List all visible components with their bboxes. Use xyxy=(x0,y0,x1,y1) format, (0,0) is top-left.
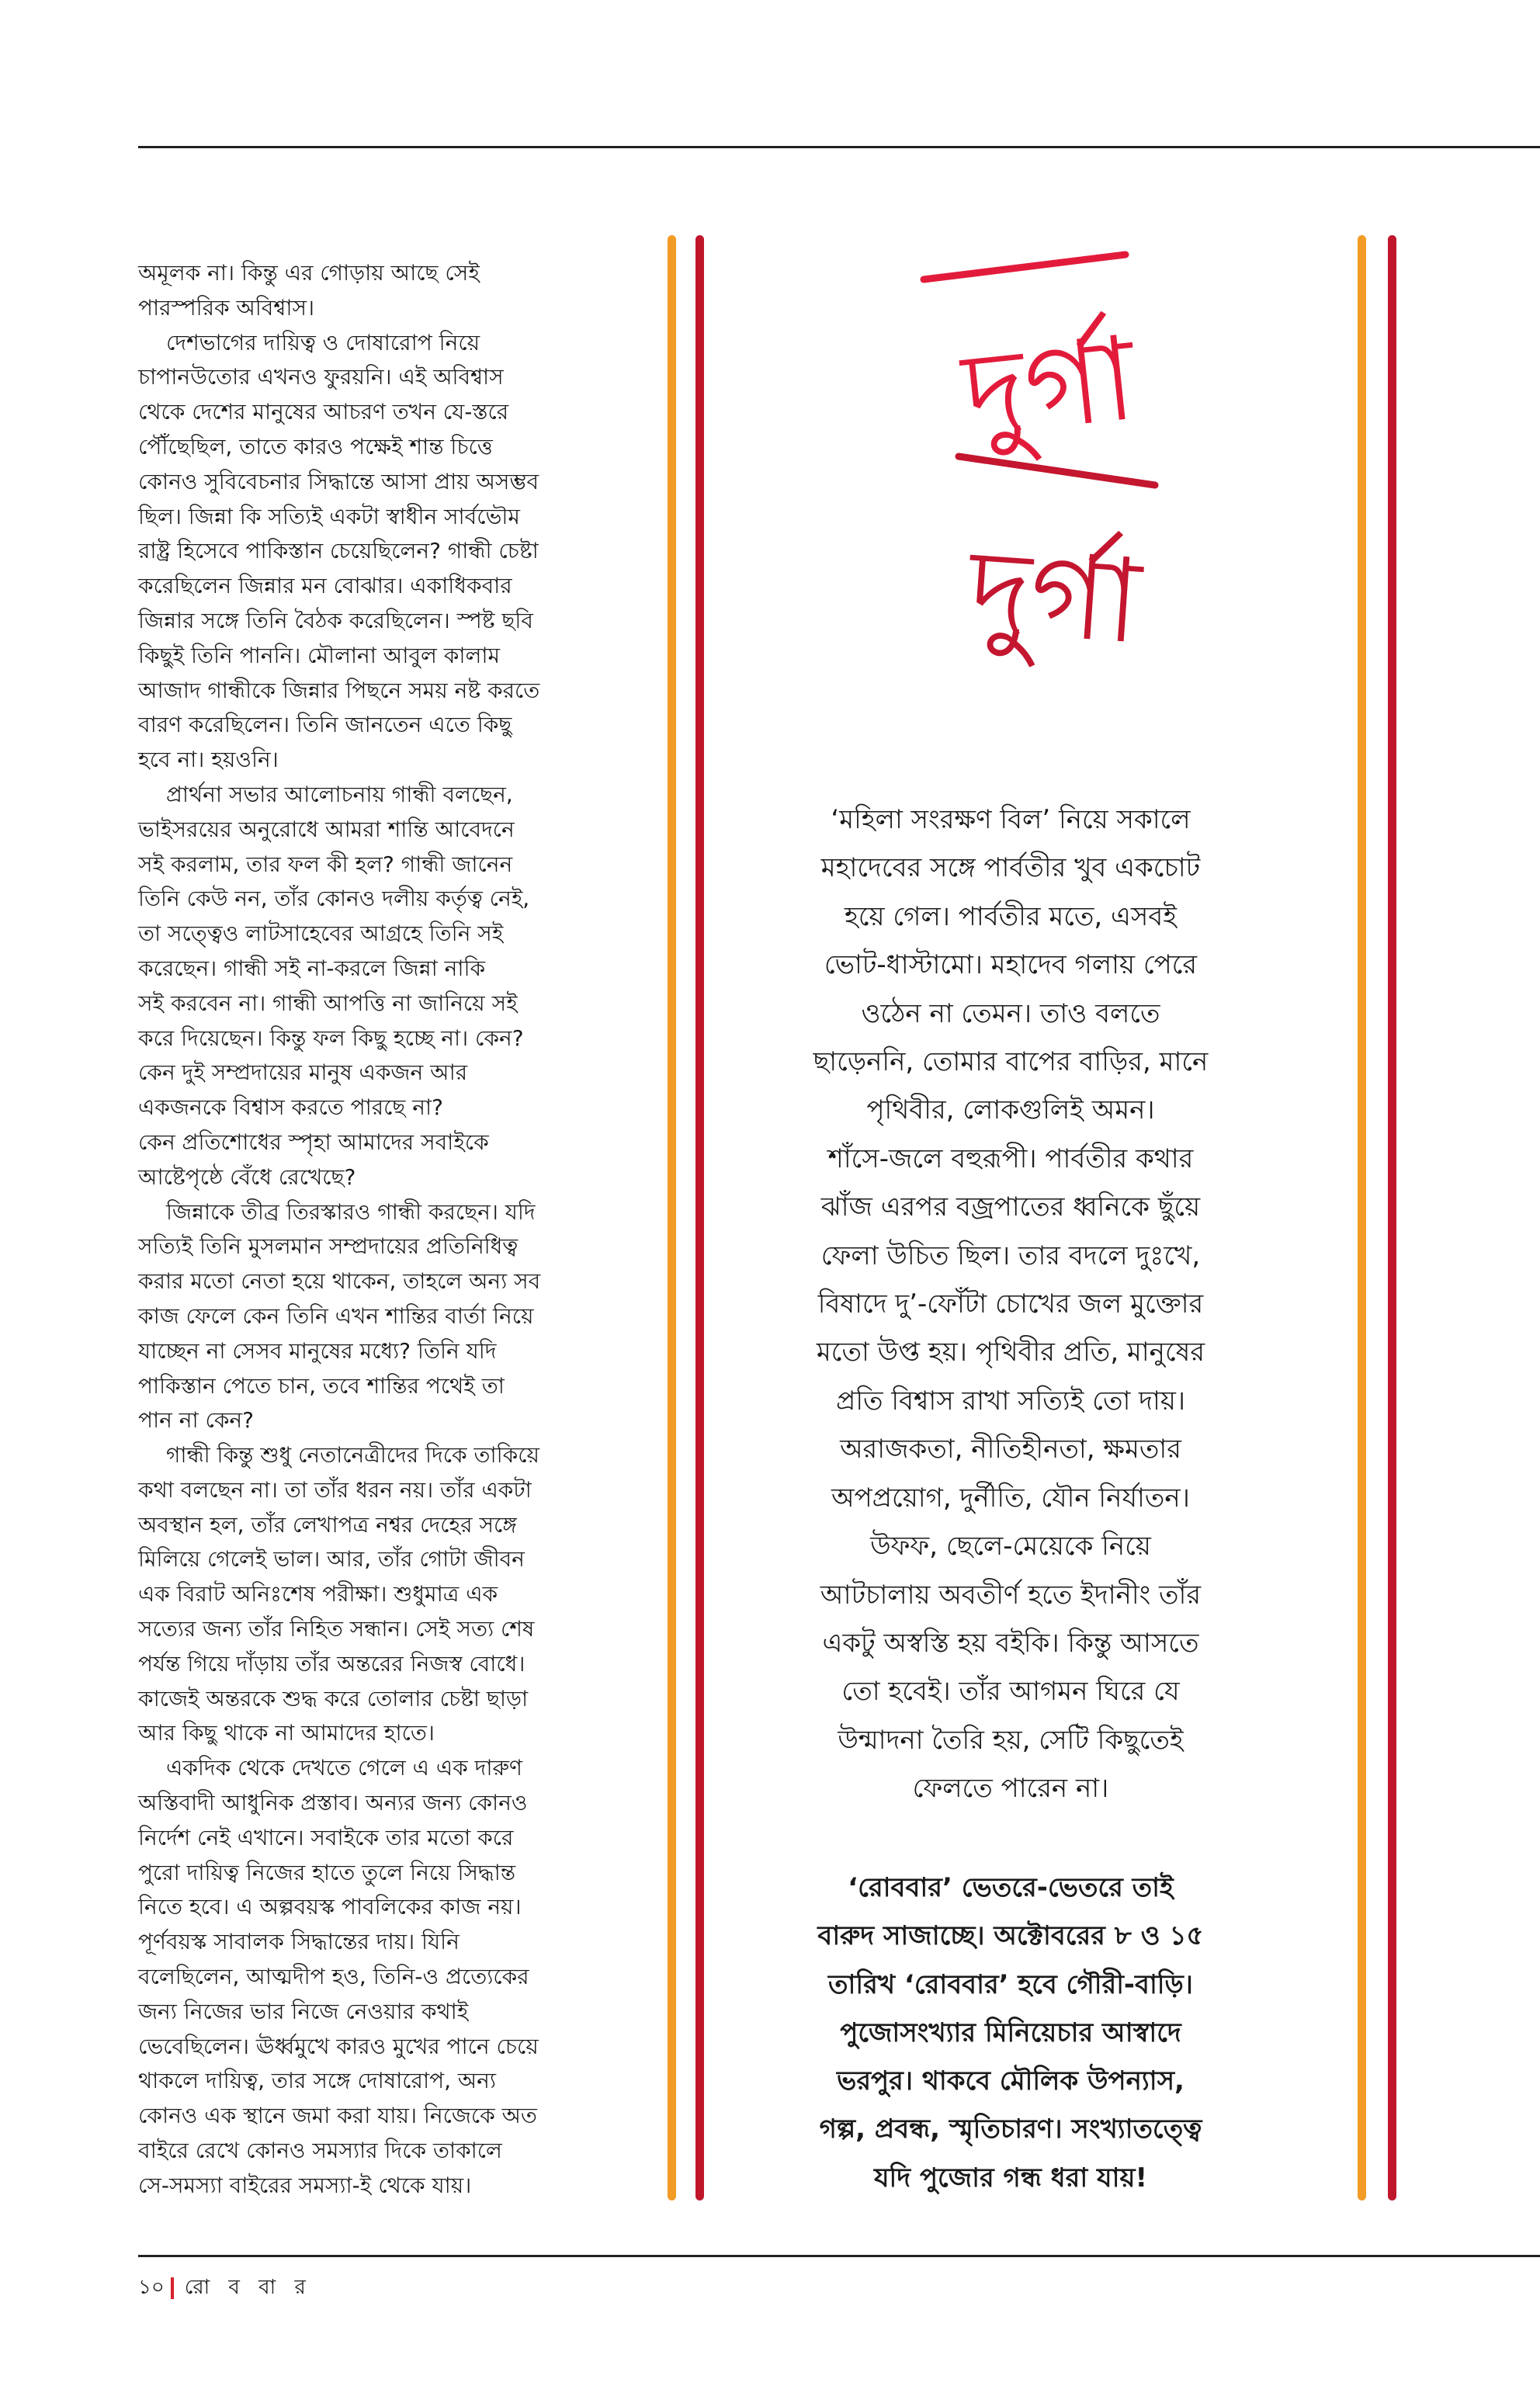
announcement-line: গল্প, প্রবন্ধ, স্মৃতিচারণ। সংখ্যাতত্ত্বে xyxy=(819,2114,1202,2145)
article-line: সই করবেন না। গান্ধী আপত্তি না জানিয়ে সই xyxy=(138,990,518,1016)
intro-line: ছাড়েননি, তোমার বাপের বাড়ির, মানে xyxy=(813,1046,1209,1078)
article-line: থাকলে দায়িত্ব, তার সঙ্গে দোষারোপ, অন্য xyxy=(138,2068,496,2094)
intro-line: ‘মহিলা সংরক্ষণ বিল’ নিয়ে সকালে xyxy=(831,804,1191,835)
article-line: চাপানউতোর এখনও ফুরয়নি। এই অবিশ্বাস xyxy=(138,364,504,390)
article-line: করেছিলেন জিন্নার মন বোঝার। একাধিকবার xyxy=(138,573,512,599)
intro-line: ভোট-ধাস্টামো। মহাদেব গলায় পেরে xyxy=(824,949,1198,981)
decorative-red-bar-right xyxy=(1388,235,1396,2201)
article-line: জন্য নিজের ভার নিজে নেওয়ার কথাই xyxy=(138,1998,469,2024)
article-line: যাচ্ছেন না সেসব মানুষের মধ্যে? তিনি যদি xyxy=(138,1337,497,1364)
article-line: পৌঁছেছিল, তাতে কারও পক্ষেই শান্ত চিত্তে xyxy=(138,433,493,460)
article-line: করেছেন। গান্ধী সই না-করলে জিন্না নাকি xyxy=(138,955,486,981)
article-line: ছিল। জিন্না কি সত্যিই একটা স্বাধীন সার্বভৌম xyxy=(138,503,520,529)
article-line: পারস্পরিক অবিশ্বাস। xyxy=(138,294,315,321)
intro-line: অপপ্রয়োগ, দুর্নীতি, যৌন নির্যাতন। xyxy=(831,1482,1190,1514)
article-line: পূর্ণবয়স্ক সাবালক সিদ্ধান্তের দায়। যিনি xyxy=(138,1929,460,1955)
footer-separator xyxy=(171,2277,174,2299)
article-line: তা সত্ত্বেও লাটসাহেবের আগ্রহে তিনি সই xyxy=(138,921,504,947)
article-line: আর কিছু থাকে না আমাদের হাতে। xyxy=(138,1720,435,1746)
article-line: অমূলক না। কিন্তু এর গোড়ায় আছে সেই xyxy=(138,260,480,286)
article-line: ভেবেছিলেন। ঊর্ধ্বমুখে কারও মুখের পানে চেয়ে xyxy=(138,2033,539,2059)
article-line: প্রার্থনা সভার আলোচনায় গান্ধী বলছেন, xyxy=(166,781,513,807)
article-line: কেন প্রতিশোধের স্পৃহা আমাদের সবাইকে xyxy=(138,1129,489,1155)
article-line: তিনি কেউ নন, তাঁর কোনও দলীয় কর্তৃত্ব নেই, xyxy=(138,886,530,912)
article-line: কোনও এক স্থানে জমা করা যায়। নিজেকে অত xyxy=(138,2103,537,2129)
article-line: কাজেই অন্তরকে শুদ্ধ করে তোলার চেষ্টা ছাড়া xyxy=(138,1685,529,1712)
intro-line: ফেলা উচিত ছিল। তার বদলে দুঃখে, xyxy=(820,1240,1201,1271)
article-line: সত্যের জন্য তাঁর নিহিত সন্ধান। সেই সত্য শেষ xyxy=(138,1616,535,1642)
article-line: আজাদ গান্ধীকে জিন্নার পিছনে সময় নষ্ট করতে xyxy=(138,677,540,703)
announcement-line: যদি পুজোর গন্ধ ধরা যায়! xyxy=(873,2162,1148,2194)
intro-line: একটু অস্বস্তি হয় বইকি। কিন্তু আসতে xyxy=(822,1627,1199,1659)
intro-line: আটচালায় অবতীর্ণ হতে ইদানীং তাঁর xyxy=(820,1579,1202,1611)
article-line: পুরো দায়িত্ব নিজের হাতে তুলে নিয়ে সিদ্ধান্ত xyxy=(138,1859,515,1885)
article-line: গান্ধী কিন্তু শুধু নেতানেত্রীদের দিকে তাকিয়ে xyxy=(166,1442,539,1469)
article-line: কাজ ফেলে কেন তিনি এখন শান্তির বার্তা নিয়ে xyxy=(138,1302,534,1329)
article-line: করে দিয়েছেন। কিন্তু ফল কিছু হচ্ছে না। কেন? xyxy=(138,1025,524,1051)
page-number: ১০ xyxy=(138,2276,165,2299)
article-line: কিছুই তিনি পাননি। মৌলানা আবুল কালাম xyxy=(138,642,501,668)
intro-line: মহাদেবের সঙ্গে পার্বতীর খুব একচোট xyxy=(820,852,1201,884)
logo-stroke-bottom xyxy=(959,456,1155,485)
article-line: জিন্নাকে তীব্র তিরস্কারও গান্ধী করছেন। যদি xyxy=(166,1198,536,1225)
intro-line: হয়ে গেল। পার্বতীর মতে, এসবই xyxy=(845,900,1177,932)
article-line: থেকে দেশের মানুষের আচরণ তখন যে-স্তরে xyxy=(138,399,509,425)
announcement-line: ভরপুর। থাকবে মৌলিক উপন্যাস, xyxy=(837,2065,1184,2097)
article-line: নিতে হবে। এ অল্পবয়স্ক পাবলিকের কাজ নয়। xyxy=(138,1894,522,1920)
decorative-orange-bar-right xyxy=(1358,235,1366,2201)
article-line: কোনও সুবিবেচনার সিদ্ধান্তে আসা প্রায় অসম্ভব xyxy=(138,468,539,494)
decorative-orange-bar-left xyxy=(668,235,676,2201)
announcement-line: পুজোসংখ্যার মিনিয়েচার আস্বাদে xyxy=(840,2017,1181,2048)
article-column xyxy=(138,256,604,2204)
intro-line: উন্মাদনা তৈরি হয়, সেটি কিছুতেই xyxy=(838,1724,1184,1756)
article-line: আষ্টেপৃষ্ঠে বেঁধে রেখেছে? xyxy=(138,1164,356,1190)
article-line: সই করলাম, তার ফল কী হল? গান্ধী জানেন xyxy=(138,851,513,877)
durga-intro-text xyxy=(768,796,1253,1813)
article-line: রাষ্ট্র হিসেবে পাকিস্তান চেয়েছিলেন? গান্ধী চেষ্টা xyxy=(138,538,539,564)
logo-stroke-top xyxy=(924,255,1126,279)
intro-line: মতো উপ্ত হয়। পৃথিবীর প্রতি, মানুষের xyxy=(816,1337,1205,1368)
article-line: ভাইসরয়ের অনুরোধে আমরা শান্তি আবেদনে xyxy=(138,816,515,842)
article-line: হবে না। হয়ওনি। xyxy=(138,747,279,773)
puja-issue-announcement xyxy=(768,1864,1253,2202)
article-line: অস্তিবাদী আধুনিক প্রস্তাব। অন্যর জন্য কোনও xyxy=(138,1790,528,1816)
intro-line: ফেলতে পারেন না। xyxy=(912,1773,1109,1805)
article-line: কথা বলছেন না। তা তাঁর ধরন নয়। তাঁর একটা xyxy=(138,1476,532,1503)
article-line: এক বিরাট অনিঃশেষ পরীক্ষা। শুধুমাত্র এক xyxy=(138,1581,498,1607)
intro-line: ঝাঁজ এরপর বজ্রপাতের ধ্বনিকে ছুঁয়ে xyxy=(820,1191,1201,1223)
article-line: জিন্নার সঙ্গে তিনি বৈঠক করেছিলেন। স্পষ্ট ছবি xyxy=(138,607,534,633)
article-line: বাইরে রেখে কোনও সমস্যার দিকে তাকালে xyxy=(138,2138,502,2164)
article-line: সে-সমস্যা বাইরের সমস্যা-ই থেকে যায়। xyxy=(138,2172,472,2198)
intro-line: উফফ, ছেলে-মেয়েকে নিয়ে xyxy=(870,1531,1151,1562)
durga-logo xyxy=(893,248,1203,745)
article-line: দেশভাগের দায়িত্ব ও দোষারোপ নিয়ে xyxy=(166,329,480,355)
announcement-line: তারিখ ‘রোববার’ হবে গৌরী-বাড়ি। xyxy=(828,1968,1193,2000)
intro-line: অরাজকতা, নীতিহীনতা, ক্ষমতার xyxy=(840,1434,1181,1465)
article-line: পর্যন্ত গিয়ে দাঁড়ায় তাঁর অন্তরের নিজস্ব বোধে। xyxy=(138,1650,525,1677)
article-line: বারণ করেছিলেন। তিনি জানতেন এতে কিছু xyxy=(138,712,512,738)
article-line: সত্যিই তিনি মুসলমান সম্প্রদায়ের প্রতিনিধিত্ব xyxy=(138,1233,519,1260)
magazine-name: রো ব বা র xyxy=(184,2276,312,2299)
page-footer xyxy=(138,2271,312,2305)
article-line: বলেছিলেন, আত্মদীপ হও, তিনি-ও প্রত্যেকের xyxy=(138,1964,529,1990)
intro-line: বিষাদে দু’-ফোঁটা চোখের জল মুক্তোর xyxy=(817,1288,1204,1320)
logo-word-2: দুর্গা xyxy=(964,523,1145,671)
intro-line: পৃথিবীর, লোকগুলিই অমন। xyxy=(866,1094,1155,1126)
article-line: একজনকে বিশ্বাস করতে পারছে না? xyxy=(138,1094,443,1121)
article-line: মিলিয়ে গেলেই ভাল। আর, তাঁর গোটা জীবন xyxy=(138,1546,525,1573)
top-rule xyxy=(138,146,1540,148)
decorative-red-bar-left xyxy=(695,235,704,2201)
intro-line: প্রতি বিশ্বাস রাখা সত্যিই তো দায়। xyxy=(835,1385,1186,1417)
logo-word-1: দুর্গা xyxy=(957,310,1142,463)
bottom-rule xyxy=(138,2255,1540,2257)
article-line: করার মতো নেতা হয়ে থাকেন, তাহলে অন্য সব xyxy=(138,1268,541,1295)
article-line: নির্দেশ নেই এখানে। সবাইকে তার মতো করে xyxy=(138,1824,514,1850)
announcement-line: ‘রোববার’ ভেতরে-ভেতরে তাই xyxy=(848,1872,1174,1903)
article-line: কেন দুই সম্প্রদায়ের মানুষ একজন আর xyxy=(138,1060,468,1086)
announcement-line: বারুদ সাজাচ্ছে। অক্টোবরের ৮ ও ১৫ xyxy=(817,1920,1204,1952)
intro-line: শাঁসে-জলে বহুরূপী। পার্বতীর কথার xyxy=(827,1143,1194,1174)
intro-line: ওঠেন না তেমন। তাও বলতে xyxy=(861,997,1160,1029)
article-line: অবস্থান হল, তাঁর লেখাপত্র নশ্বর দেহের সঙ্গে xyxy=(138,1511,517,1538)
intro-line: তো হবেই। তাঁর আগমন ঘিরে যে xyxy=(841,1676,1180,1708)
article-line: একদিক থেকে দেখতে গেলে এ এক দারুণ xyxy=(166,1755,522,1781)
article-line: পান না কেন? xyxy=(138,1407,254,1434)
article-line: পাকিস্তান পেতে চান, তবে শান্তির পথেই তা xyxy=(138,1372,505,1399)
